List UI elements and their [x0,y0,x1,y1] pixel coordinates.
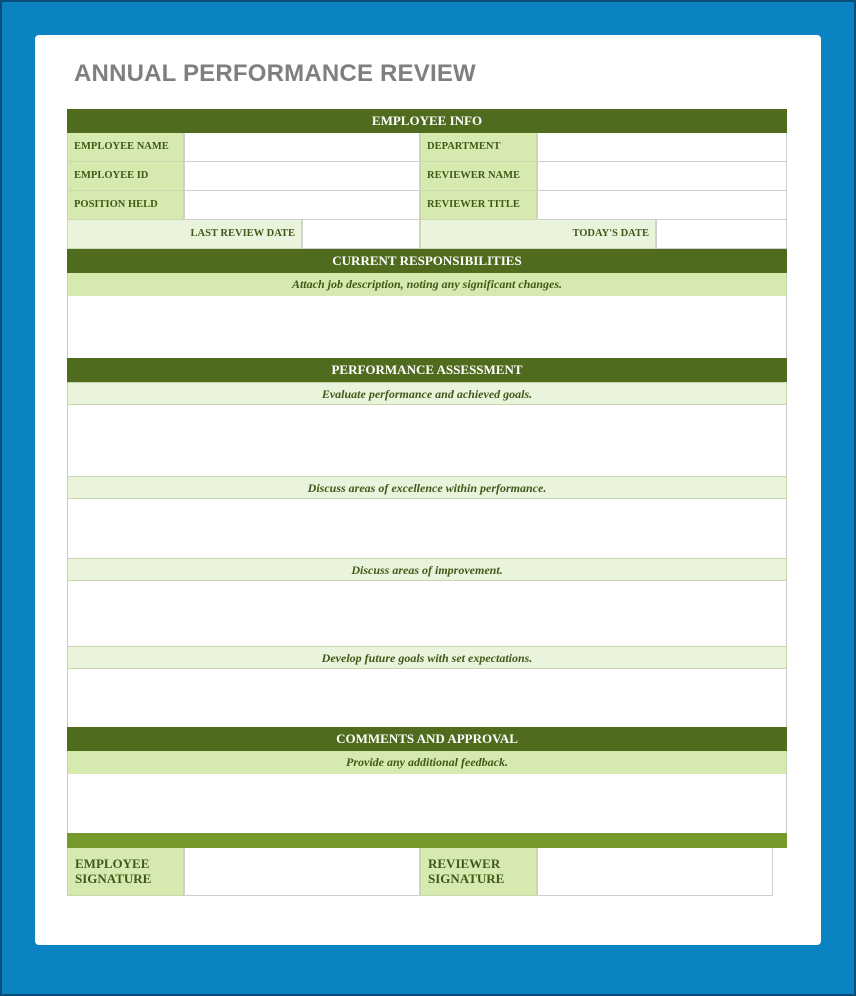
reviewer-name-field[interactable] [537,162,787,191]
last-review-date-field[interactable] [302,220,420,249]
comments-textarea[interactable] [67,774,787,833]
todays-date-field[interactable] [656,220,787,249]
reviewer-title-label: REVIEWER TITLE [420,191,537,220]
review-form [67,109,787,896]
info-row [67,191,787,220]
employee-id-field[interactable] [184,162,420,191]
assessment-textarea[interactable] [67,405,787,476]
comments-approval-header: COMMENTS AND APPROVAL [67,727,787,751]
employee-id-label: EMPLOYEE ID [67,162,184,191]
assessment-textarea[interactable] [67,499,787,558]
signature-divider-bar [67,833,787,848]
position-held-label: POSITION HELD [67,191,184,220]
assessment-textarea[interactable] [67,581,787,646]
responsibilities-textarea[interactable] [67,296,787,358]
current-responsibilities-header: CURRENT RESPONSIBILITIES [67,249,787,273]
reviewer-title-field[interactable] [537,191,787,220]
reviewer-signature-label: REVIEWER SIGNATURE [420,848,537,896]
todays-date-label: TODAY'S DATE [420,220,656,249]
last-review-date-label: LAST REVIEW DATE [67,220,302,249]
department-field[interactable] [537,133,787,162]
department-label: DEPARTMENT [420,133,537,162]
comments-instruction: Provide any additional feedback. [67,751,787,774]
info-row [67,162,787,191]
position-held-field[interactable] [184,191,420,220]
reviewer-signature-field[interactable] [537,848,773,896]
responsibilities-instruction: Attach job description, noting any significant changes. [67,273,787,296]
employee-name-field[interactable] [184,133,420,162]
info-row [67,133,787,162]
assessment-prompt: Discuss areas of improvement. [67,558,787,581]
employee-signature-label: EMPLOYEE SIGNATURE [67,848,184,896]
performance-assessment-header: PERFORMANCE ASSESSMENT [67,358,787,382]
assessment-prompt: Develop future goals with set expectations. [67,646,787,669]
reviewer-name-label: REVIEWER NAME [420,162,537,191]
employee-signature-field[interactable] [184,848,420,896]
assessment-prompt: Discuss areas of excellence within performance. [67,476,787,499]
employee-name-label: EMPLOYEE NAME [67,133,184,162]
assessment-textarea[interactable] [67,669,787,727]
employee-info-header: EMPLOYEE INFO [67,109,787,133]
date-row [67,220,787,249]
signature-row [67,848,787,896]
assessment-prompt: Evaluate performance and achieved goals. [67,382,787,405]
page-title: ANNUAL PERFORMANCE REVIEW [74,60,476,87]
